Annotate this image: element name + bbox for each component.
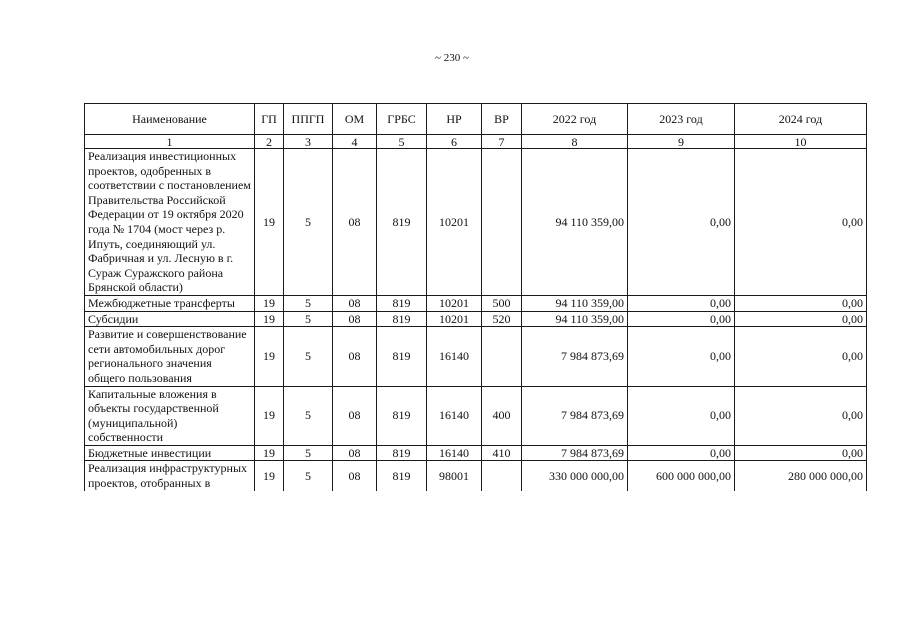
cell-vr: 410 (482, 445, 522, 461)
cell-gp: 19 (255, 445, 284, 461)
cell-grbs: 819 (377, 445, 427, 461)
cell-2022: 7 984 873,69 (522, 327, 628, 386)
column-number: 10 (735, 135, 867, 149)
header-ppgp: ППГП (284, 104, 333, 135)
table-row (85, 149, 867, 296)
cell-2023: 0,00 (628, 295, 735, 311)
cell-om: 08 (333, 386, 377, 445)
cell-grbs: 819 (377, 311, 427, 327)
cell-vr: 500 (482, 295, 522, 311)
table-row (85, 295, 867, 311)
cell-2024: 0,00 (735, 445, 867, 461)
cell-ppgp: 5 (284, 445, 333, 461)
cell-nr: 10201 (427, 311, 482, 327)
budget-table (84, 103, 867, 491)
cell-2023: 0,00 (628, 149, 735, 296)
cell-gp: 19 (255, 149, 284, 296)
cell-gp: 19 (255, 386, 284, 445)
cell-name: Бюджетные инвестиции (85, 445, 255, 461)
table-row (85, 386, 867, 445)
cell-name: Реализация инфраструктурных проектов, отобранных в (85, 461, 255, 491)
cell-ppgp: 5 (284, 295, 333, 311)
cell-grbs: 819 (377, 149, 427, 296)
cell-nr: 10201 (427, 149, 482, 296)
cell-2022: 330 000 000,00 (522, 461, 628, 491)
table-row (85, 461, 867, 491)
cell-ppgp: 5 (284, 461, 333, 491)
cell-nr: 16140 (427, 445, 482, 461)
column-number: 5 (377, 135, 427, 149)
cell-grbs: 819 (377, 327, 427, 386)
cell-gp: 19 (255, 311, 284, 327)
cell-ppgp: 5 (284, 386, 333, 445)
cell-2023: 600 000 000,00 (628, 461, 735, 491)
cell-om: 08 (333, 445, 377, 461)
header-2022: 2022 год (522, 104, 628, 135)
cell-2023: 0,00 (628, 445, 735, 461)
column-number: 4 (333, 135, 377, 149)
cell-grbs: 819 (377, 386, 427, 445)
cell-gp: 19 (255, 461, 284, 491)
table-header-row (85, 104, 867, 135)
cell-2024: 0,00 (735, 311, 867, 327)
cell-nr: 16140 (427, 327, 482, 386)
table-row (85, 311, 867, 327)
header-nr: НР (427, 104, 482, 135)
cell-om: 08 (333, 461, 377, 491)
cell-name: Капитальные вложения в объекты государственной (муниципальной) собственности (85, 386, 255, 445)
cell-gp: 19 (255, 327, 284, 386)
cell-2024: 0,00 (735, 295, 867, 311)
cell-vr: 520 (482, 311, 522, 327)
budget-table-body (85, 104, 867, 491)
cell-2023: 0,00 (628, 311, 735, 327)
cell-name: Развитие и совершенствование сети автомобильных дорог регионального значения общего пользования (85, 327, 255, 386)
cell-2022: 7 984 873,69 (522, 386, 628, 445)
cell-2024: 0,00 (735, 327, 867, 386)
column-number: 2 (255, 135, 284, 149)
header-2024: 2024 год (735, 104, 867, 135)
header-om: ОМ (333, 104, 377, 135)
column-number: 8 (522, 135, 628, 149)
page-number: ~ 230 ~ (435, 52, 469, 64)
cell-ppgp: 5 (284, 149, 333, 296)
table-row (85, 445, 867, 461)
cell-grbs: 819 (377, 295, 427, 311)
cell-vr (482, 149, 522, 296)
column-number: 7 (482, 135, 522, 149)
cell-gp: 19 (255, 295, 284, 311)
cell-ppgp: 5 (284, 311, 333, 327)
header-2023: 2023 год (628, 104, 735, 135)
cell-nr: 16140 (427, 386, 482, 445)
column-number: 9 (628, 135, 735, 149)
cell-om: 08 (333, 327, 377, 386)
cell-2022: 94 110 359,00 (522, 295, 628, 311)
header-gp: ГП (255, 104, 284, 135)
cell-nr: 98001 (427, 461, 482, 491)
cell-om: 08 (333, 149, 377, 296)
header-grbs: ГРБС (377, 104, 427, 135)
cell-2024: 280 000 000,00 (735, 461, 867, 491)
cell-om: 08 (333, 295, 377, 311)
cell-name: Субсидии (85, 311, 255, 327)
cell-2022: 94 110 359,00 (522, 311, 628, 327)
cell-2024: 0,00 (735, 386, 867, 445)
cell-2022: 7 984 873,69 (522, 445, 628, 461)
cell-2022: 94 110 359,00 (522, 149, 628, 296)
cell-vr (482, 327, 522, 386)
column-number: 6 (427, 135, 482, 149)
cell-2023: 0,00 (628, 386, 735, 445)
cell-vr: 400 (482, 386, 522, 445)
cell-ppgp: 5 (284, 327, 333, 386)
cell-nr: 10201 (427, 295, 482, 311)
column-number-row (85, 135, 867, 149)
cell-2024: 0,00 (735, 149, 867, 296)
column-number: 3 (284, 135, 333, 149)
table-row (85, 327, 867, 386)
cell-om: 08 (333, 311, 377, 327)
cell-2023: 0,00 (628, 327, 735, 386)
header-vr: ВР (482, 104, 522, 135)
cell-name: Межбюджетные трансферты (85, 295, 255, 311)
cell-grbs: 819 (377, 461, 427, 491)
cell-vr (482, 461, 522, 491)
column-number: 1 (85, 135, 255, 149)
header-name: Наименование (85, 104, 255, 135)
cell-name: Реализация инвестиционных проектов, одобренных в соответствии с постановлением Правительства Российской Федерации от 19 октября 2020 года № 1704 (мост через р. Ипуть, соединяющий ул. Фабричная и ул. Лесную в г. Сураж Суражского района Брянской области) (85, 149, 255, 296)
